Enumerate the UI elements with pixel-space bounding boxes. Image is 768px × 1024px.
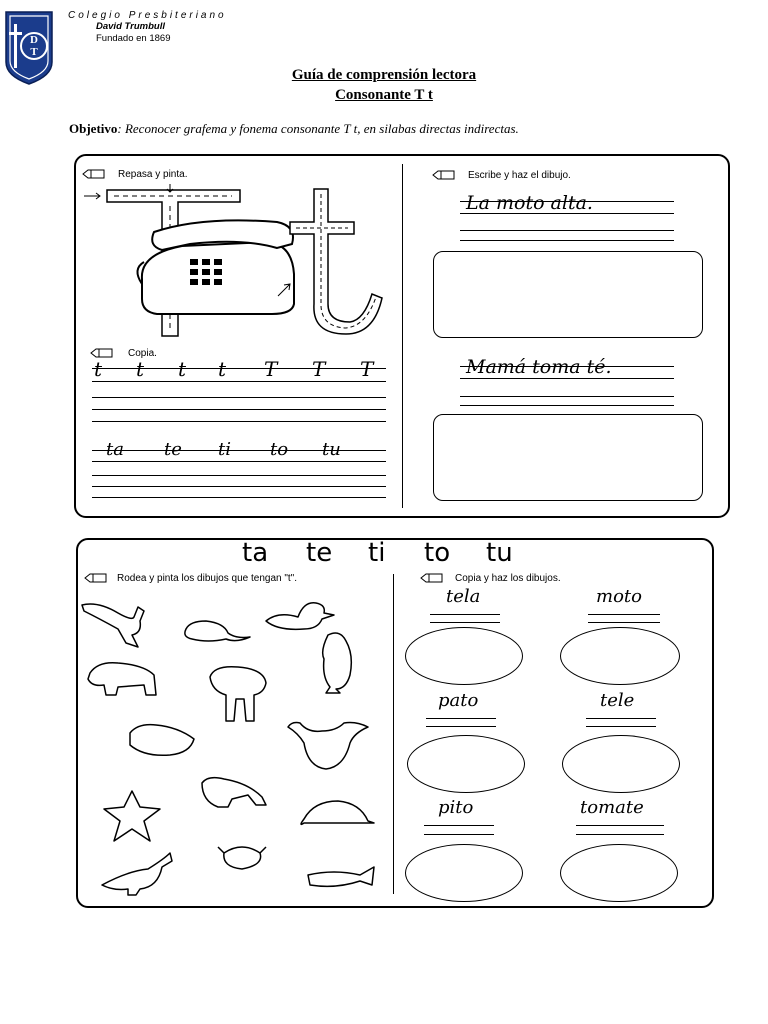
letter-trace-illustration xyxy=(82,184,392,344)
sentence-1: La moto alta. xyxy=(466,192,593,214)
guide-line xyxy=(92,397,386,398)
svg-text:D: D xyxy=(30,34,38,46)
drawing-oval[interactable] xyxy=(407,735,525,793)
word-label: tomate xyxy=(580,797,644,818)
guide-line xyxy=(460,396,674,397)
copy-letter: t xyxy=(178,357,187,381)
pencil-icon xyxy=(420,573,444,583)
word-label: pato xyxy=(438,690,479,711)
copy-syllable: te xyxy=(164,439,182,460)
guide-line xyxy=(576,834,664,835)
guide-line xyxy=(92,450,386,451)
drawing-oval[interactable] xyxy=(562,735,680,793)
copy-letter: t xyxy=(218,357,227,381)
document-title: Guía de comprensión lectora xyxy=(291,67,477,83)
guide-line xyxy=(92,381,386,382)
guide-line xyxy=(460,378,674,379)
guide-line xyxy=(460,405,674,406)
sentence-2: Mamá toma té. xyxy=(466,356,612,378)
monkey-icon xyxy=(202,778,266,807)
guide-line xyxy=(92,497,386,498)
bull-icon xyxy=(288,723,368,770)
school-name: Colegio Presbiteriano xyxy=(68,10,227,21)
panel-divider xyxy=(402,164,403,508)
document-subtitle: Consonante T t xyxy=(335,87,433,103)
word-label: moto xyxy=(596,586,642,607)
guide-line xyxy=(426,718,496,719)
starfish-icon xyxy=(104,791,160,841)
guide-line xyxy=(92,475,386,476)
instruction-escribe: Escribe y haz el dibujo. xyxy=(468,170,571,181)
guide-line xyxy=(430,622,500,623)
guide-line xyxy=(424,834,494,835)
guide-line xyxy=(92,409,386,410)
guide-line xyxy=(588,614,660,615)
instruction-repasa: Repasa y pinta. xyxy=(118,169,188,180)
guide-line xyxy=(92,486,386,487)
guide-line xyxy=(92,461,386,462)
whale-icon xyxy=(308,867,374,886)
drawing-oval[interactable] xyxy=(405,844,523,902)
copy-letter: T xyxy=(312,357,326,381)
school-founded: Fundado en 1869 xyxy=(96,33,171,44)
shell-icon xyxy=(130,725,194,756)
guide-line xyxy=(460,240,674,241)
copy-syllable: ti xyxy=(218,439,231,460)
drawing-oval[interactable] xyxy=(405,627,523,685)
dinosaur-icon xyxy=(102,853,172,895)
objective-label: Objetivo xyxy=(69,121,118,136)
instruction-rodea: Rodea y pinta los dibujos que tengan "t". xyxy=(117,573,297,584)
crab-icon xyxy=(218,847,266,869)
word-label: tela xyxy=(446,586,481,607)
guide-line xyxy=(430,614,500,615)
school-subname: David Trumbull xyxy=(96,21,165,32)
penguin-icon xyxy=(323,633,352,693)
copy-syllable: tu xyxy=(322,439,341,460)
syllable: tu xyxy=(486,538,513,568)
drawing-box-2[interactable] xyxy=(433,414,703,501)
drawing-oval[interactable] xyxy=(560,844,678,902)
syllable: ta xyxy=(242,538,269,568)
copy-letter: t xyxy=(94,357,103,381)
syllable: ti xyxy=(368,538,386,568)
guide-line xyxy=(586,726,656,727)
copy-syllable: ta xyxy=(106,439,124,460)
rhino-icon xyxy=(88,663,156,695)
word-label: tele xyxy=(600,690,635,711)
copy-syllable: to xyxy=(270,439,289,460)
pencil-icon xyxy=(84,573,108,583)
syllable: te xyxy=(306,538,333,568)
animals-illustration xyxy=(78,595,388,900)
drawing-oval[interactable] xyxy=(560,627,680,685)
pencil-icon xyxy=(82,169,106,179)
guide-line xyxy=(460,230,674,231)
word-label: pito xyxy=(438,797,474,818)
pencil-icon xyxy=(432,170,456,180)
duck-icon xyxy=(266,603,334,630)
svg-text:T: T xyxy=(30,46,38,58)
rat-icon xyxy=(185,621,250,641)
panel-divider xyxy=(393,574,394,894)
syllable: to xyxy=(424,538,451,568)
guide-line xyxy=(576,825,664,826)
drawing-box-1[interactable] xyxy=(433,251,703,338)
copy-letter: T xyxy=(264,357,278,381)
guide-line xyxy=(424,825,494,826)
objective xyxy=(69,121,519,137)
instruction-copia: Copia. xyxy=(128,348,157,359)
guide-line xyxy=(586,718,656,719)
guide-line xyxy=(426,726,496,727)
copy-letter: T xyxy=(360,357,374,381)
turtle-icon xyxy=(301,801,374,824)
guide-line xyxy=(92,421,386,422)
objective-text: : Reconocer grafema y fonema consonante T t, en silabas directas indirectas. xyxy=(117,121,519,136)
instruction-copia-dibujos: Copia y haz los dibujos. xyxy=(455,573,561,584)
elephant-icon xyxy=(210,667,266,721)
guide-line xyxy=(588,622,660,623)
copy-letter: t xyxy=(136,357,145,381)
kangaroo-icon xyxy=(82,604,144,647)
